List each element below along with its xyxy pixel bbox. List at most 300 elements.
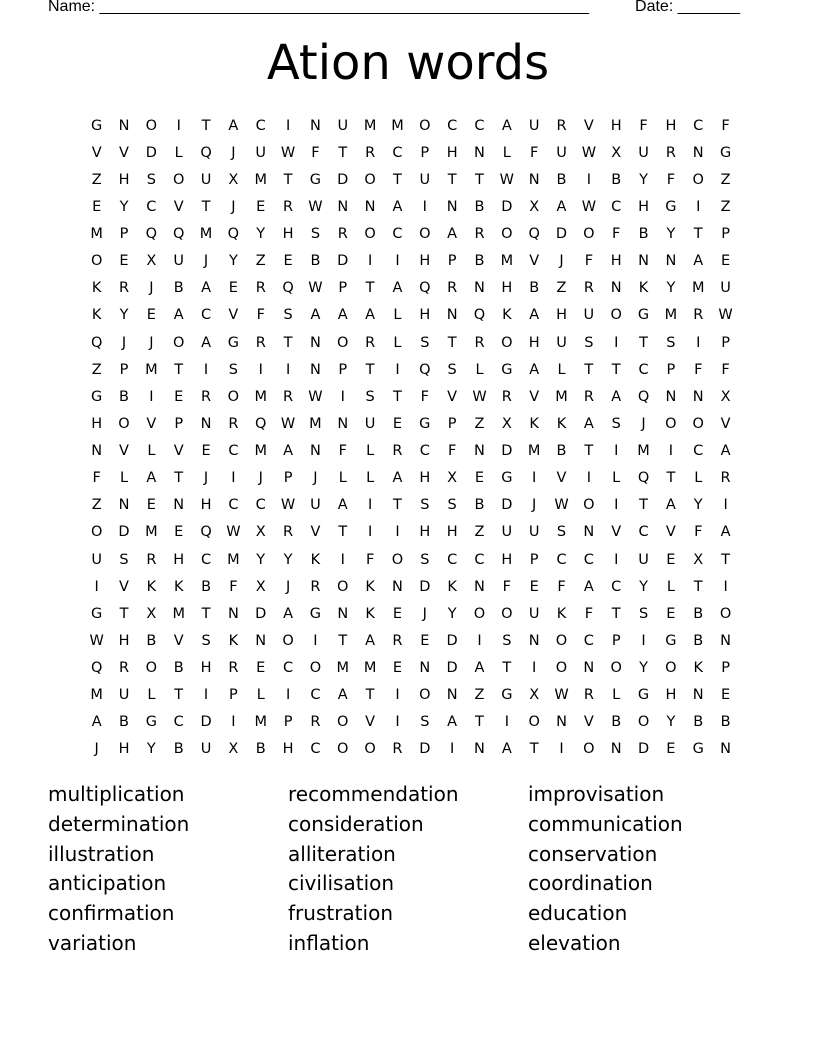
grid-letter: A [310, 307, 321, 324]
grid-letter: R [118, 280, 130, 297]
grid-letter: H [556, 307, 567, 324]
grid-letter: W [308, 198, 323, 215]
grid-letter: S [666, 334, 676, 351]
grid-letter: A [283, 443, 294, 460]
grid-letter: A [529, 361, 540, 378]
grid-letter: J [313, 470, 318, 487]
grid-letter: O [145, 660, 158, 677]
grid-letter: S [201, 632, 211, 649]
grid-letter: N [556, 714, 567, 731]
grid-letter: U [720, 280, 731, 297]
grid-letter: V [310, 524, 321, 541]
grid-letter: F [365, 551, 375, 568]
grid-letter: N [610, 741, 622, 758]
grid-letter: W [308, 388, 323, 405]
grid-letter: F [639, 117, 648, 134]
grid-letter: L [147, 443, 156, 460]
grid-letter: Y [119, 307, 129, 324]
grid-letter: T [584, 361, 594, 378]
grid-letter: D [501, 443, 513, 460]
grid-letter: R [228, 660, 239, 677]
grid-letter: N [309, 443, 321, 460]
grid-letter: I [340, 388, 345, 405]
word-list-item: inflation [288, 930, 370, 955]
grid-letter: T [338, 524, 348, 541]
grid-letter: N [446, 687, 458, 704]
grid-letter: U [638, 551, 649, 568]
grid-letter: Y [639, 660, 648, 677]
grid-letter: E [146, 497, 156, 514]
grid-letter: E [174, 388, 184, 405]
grid-letter: P [447, 253, 457, 270]
grid-letter: T [475, 714, 484, 731]
grid-letter: X [146, 605, 157, 622]
grid-letter: G [227, 334, 240, 351]
grid-letter: I [176, 117, 181, 134]
grid-letter: D [337, 253, 349, 270]
grid-letter: O [528, 714, 540, 731]
word-list-item: illustration [48, 841, 155, 866]
grid-letter: Y [256, 226, 266, 243]
grid-letter: H [282, 226, 294, 243]
grid-letter: O [719, 605, 732, 622]
grid-letter: C [638, 361, 649, 378]
grid-letter: K [310, 551, 321, 568]
grid-letter: V [228, 307, 239, 324]
grid-letter: Z [556, 280, 567, 297]
grid-letter: S [310, 226, 321, 243]
grid-letter: C [310, 687, 321, 704]
grid-letter: Z [474, 687, 485, 704]
grid-letter: L [338, 470, 347, 487]
grid-letter: U [419, 171, 431, 188]
grid-letter: T [693, 226, 703, 243]
grid-letter: N [474, 443, 485, 460]
grid-letter: T [502, 660, 512, 677]
grid-letter: N [309, 361, 321, 378]
grid-letter: C [638, 524, 649, 541]
grid-letter: N [692, 388, 704, 405]
grid-letter: Y [447, 605, 457, 622]
grid-letter: T [721, 551, 730, 568]
grid-letter: N [337, 415, 349, 432]
grid-letter: A [201, 280, 211, 297]
grid-letter: L [666, 578, 675, 595]
grid-letter: O [309, 660, 322, 677]
grid-letter: U [310, 497, 321, 514]
grid-letter: H [665, 687, 677, 704]
grid-letter: Q [637, 388, 650, 405]
grid-letter: E [174, 524, 184, 541]
grid-letter: J [94, 741, 99, 758]
grid-letter: O [145, 117, 158, 134]
grid-letter: E [666, 741, 676, 758]
grid-letter: B [638, 226, 649, 243]
grid-letter: V [447, 388, 458, 405]
grid-letter: L [174, 144, 183, 161]
grid-letter: E [720, 687, 731, 704]
grid-letter: C [228, 497, 239, 514]
grid-letter: N [446, 307, 458, 324]
grid-letter: O [637, 714, 650, 731]
grid-letter: V [529, 388, 540, 405]
grid-letter: O [337, 578, 349, 595]
grid-letter: T [447, 334, 457, 351]
grid-letter: N [583, 524, 595, 541]
grid-letter: O [555, 660, 568, 677]
grid-letter: I [696, 198, 701, 215]
grid-letter: N [528, 171, 540, 188]
grid-letter: I [395, 253, 400, 270]
grid-letter: I [258, 361, 263, 378]
grid-letter: X [693, 551, 704, 568]
grid-letter: N [474, 144, 485, 161]
grid-letter: R [283, 388, 294, 405]
grid-letter: G [719, 144, 732, 161]
grid-letter: L [119, 470, 129, 487]
grid-letter: V [173, 632, 184, 649]
grid-letter: I [614, 334, 619, 351]
grid-letter: T [174, 361, 184, 378]
grid-letter: U [364, 415, 376, 432]
grid-letter: B [611, 714, 622, 731]
grid-letter: W [226, 524, 241, 541]
grid-letter: W [581, 198, 597, 215]
grid-letter: B [119, 714, 129, 731]
grid-letter: A [91, 714, 102, 731]
date-field-label: Date: _______ [635, 0, 740, 15]
grid-letter: A [173, 307, 184, 324]
grid-letter: M [527, 443, 541, 460]
grid-letter: S [420, 334, 430, 351]
grid-letter: T [393, 388, 402, 405]
grid-letter: L [147, 687, 156, 704]
grid-letter: T [447, 171, 457, 188]
grid-letter: Y [119, 198, 129, 215]
grid-letter: P [611, 632, 621, 649]
grid-letter: Z [255, 253, 266, 270]
grid-letter: T [365, 361, 375, 378]
grid-letter: G [665, 632, 677, 649]
grid-letter: T [365, 280, 375, 297]
grid-letter: O [227, 388, 240, 405]
grid-letter: B [693, 605, 704, 622]
grid-letter: U [528, 117, 540, 134]
grid-letter: I [559, 741, 564, 758]
grid-letter: E [201, 443, 211, 460]
grid-letter: U [501, 524, 513, 541]
grid-letter: O [692, 171, 704, 188]
grid-letter: A [720, 443, 731, 460]
grid-letter: Y [639, 578, 648, 595]
grid-letter: R [556, 117, 567, 134]
grid-letter: B [474, 253, 485, 270]
grid-letter: N [638, 253, 649, 270]
grid-letter: E [666, 605, 676, 622]
grid-letter: L [557, 361, 566, 378]
grid-letter: U [91, 551, 102, 568]
grid-letter: D [255, 605, 267, 622]
grid-letter: M [90, 687, 103, 704]
grid-letter: A [337, 497, 348, 514]
grid-letter: O [583, 741, 595, 758]
grid-letter: V [556, 470, 567, 487]
grid-letter: K [693, 660, 703, 677]
grid-letter: I [231, 714, 236, 731]
grid-letter: Q [255, 415, 267, 432]
grid-letter: G [309, 171, 322, 188]
grid-letter: K [502, 307, 512, 324]
word-list-item: recommendation [288, 782, 459, 806]
grid-letter: S [228, 361, 238, 378]
grid-letter: F [92, 470, 101, 487]
grid-letter: O [555, 632, 568, 649]
grid-letter: O [419, 226, 431, 243]
grid-letter: M [199, 226, 213, 243]
grid-letter: B [720, 714, 731, 731]
grid-letter: N [583, 660, 595, 677]
grid-letter: Y [146, 741, 156, 758]
grid-letter: O [473, 605, 486, 622]
grid-letter: S [611, 415, 621, 432]
grid-letter: U [528, 524, 540, 541]
word-list-item: conservation [528, 841, 658, 866]
grid-letter: R [228, 415, 239, 432]
grid-letter: X [529, 687, 540, 704]
grid-letter: C [255, 497, 266, 514]
grid-letter: H [173, 551, 185, 568]
grid-letter: R [583, 280, 594, 297]
grid-letter: W [554, 687, 569, 704]
grid-letter: Z [720, 171, 731, 188]
grid-letter: J [149, 280, 154, 297]
word-list-item: anticipation [48, 871, 167, 896]
grid-letter: I [285, 687, 291, 704]
grid-letter: I [367, 253, 373, 270]
grid-letter: Y [666, 226, 676, 243]
grid-letter: F [584, 605, 594, 622]
grid-letter: F [612, 226, 621, 243]
grid-letter: F [694, 361, 703, 378]
grid-letter: O [610, 660, 622, 677]
grid-letter: T [393, 497, 402, 514]
grid-letter: O [610, 307, 622, 324]
grid-letter: R [283, 524, 294, 541]
grid-letter: V [665, 524, 676, 541]
grid-letter: Y [693, 497, 703, 514]
grid-letter: U [556, 144, 567, 161]
grid-letter: G [91, 117, 103, 134]
grid-letter: F [447, 443, 457, 460]
word-list-item: coordination [528, 871, 653, 896]
grid-letter: S [638, 605, 649, 622]
grid-letter: I [340, 551, 345, 568]
grid-letter: N [91, 443, 103, 460]
grid-letter: U [583, 307, 595, 324]
grid-letter: H [200, 497, 212, 514]
grid-letter: R [118, 660, 130, 677]
grid-letter: J [231, 144, 236, 161]
grid-letter: K [365, 578, 375, 595]
grid-letter: C [583, 632, 594, 649]
grid-letter: T [201, 198, 211, 215]
grid-letter: S [283, 307, 293, 324]
grid-letter: G [91, 388, 103, 405]
grid-letter: I [504, 714, 509, 731]
grid-letter: C [392, 144, 403, 161]
grid-letter: J [121, 334, 127, 351]
grid-letter: D [419, 578, 431, 595]
grid-letter: A [201, 334, 211, 351]
grid-letter: R [447, 280, 458, 297]
grid-letter: P [721, 334, 730, 351]
grid-letter: L [366, 470, 375, 487]
grid-letter: J [149, 334, 154, 351]
grid-letter: R [665, 144, 676, 161]
grid-letter: L [694, 470, 703, 487]
grid-letter: P [447, 415, 457, 432]
grid-letter: M [172, 605, 185, 622]
grid-letter: R [255, 334, 266, 351]
grid-letter: J [532, 497, 537, 514]
grid-letter: E [146, 307, 156, 324]
grid-letter: O [583, 497, 595, 514]
grid-letter: T [475, 171, 484, 188]
grid-letter: F [530, 144, 539, 161]
grid-letter: R [501, 388, 512, 405]
grid-letter: D [501, 497, 513, 514]
header-line [48, 0, 740, 17]
grid-letter: V [173, 443, 184, 460]
grid-letter: R [392, 741, 403, 758]
grid-letter: H [665, 117, 677, 134]
grid-letter: N [610, 280, 622, 297]
grid-letter: W [472, 388, 487, 405]
grid-letter: Q [282, 280, 294, 297]
grid-letter: T [119, 605, 129, 622]
grid-letter: J [231, 198, 236, 215]
grid-letter: T [693, 578, 703, 595]
grid-letter: C [255, 117, 266, 134]
grid-letter: I [367, 497, 373, 514]
grid-letter: T [201, 605, 211, 622]
word-list-item: civilisation [288, 871, 395, 896]
grid-letter: S [420, 714, 430, 731]
grid-letter: I [614, 443, 619, 460]
grid-letter: I [586, 470, 591, 487]
grid-letter: A [474, 660, 485, 677]
grid-letter: D [337, 171, 349, 188]
grid-letter: A [501, 117, 512, 134]
grid-letter: A [529, 307, 540, 324]
grid-letter: N [337, 198, 349, 215]
grid-letter: S [584, 334, 594, 351]
grid-letter: J [258, 470, 263, 487]
grid-letter: B [693, 632, 704, 649]
grid-letter: H [118, 741, 130, 758]
grid-letter: H [200, 660, 212, 677]
grid-letter: J [203, 253, 209, 270]
grid-letter: V [146, 415, 157, 432]
grid-letter: Q [419, 361, 431, 378]
grid-letter: V [91, 144, 102, 161]
grid-letter: I [450, 741, 455, 758]
grid-letter: Z [91, 497, 102, 514]
grid-letter: B [611, 171, 622, 188]
grid-letter: X [146, 253, 157, 270]
grid-letter: C [200, 551, 212, 568]
grid-letter: C [447, 551, 458, 568]
grid-letter: G [692, 741, 704, 758]
grid-letter: N [364, 198, 376, 215]
grid-letter: F [338, 443, 347, 460]
grid-letter: N [309, 334, 321, 351]
grid-letter: A [365, 632, 376, 649]
grid-letter: A [665, 497, 676, 514]
grid-letter: F [502, 578, 511, 595]
grid-letter: O [118, 415, 130, 432]
word-list-item: communication [528, 811, 683, 836]
grid-letter: T [666, 470, 676, 487]
grid-letter: Y [666, 714, 676, 731]
grid-letter: S [556, 524, 567, 541]
grid-letter: G [665, 198, 677, 215]
grid-letter: B [173, 280, 184, 297]
grid-letter: E [283, 253, 293, 270]
grid-letter: P [119, 226, 129, 243]
grid-letter: G [145, 714, 157, 731]
grid-letter: Q [200, 524, 212, 541]
grid-letter: I [532, 660, 537, 677]
grid-letter: A [146, 470, 157, 487]
grid-letter: C [228, 443, 239, 460]
grid-letter: A [228, 117, 239, 134]
grid-letter: M [145, 524, 158, 541]
grid-letter: L [393, 307, 402, 324]
grid-letter: N [118, 497, 130, 514]
grid-letter: A [556, 198, 567, 215]
grid-letter: G [637, 307, 650, 324]
grid-letter: D [419, 741, 431, 758]
grid-letter: M [227, 551, 240, 568]
grid-letter: Q [637, 470, 650, 487]
grid-letter: X [228, 171, 239, 188]
word-list-item: determination [48, 811, 190, 836]
grid-letter: R [693, 307, 704, 324]
grid-letter: X [501, 415, 512, 432]
grid-letter: C [693, 117, 704, 134]
grid-letter: O [364, 226, 376, 243]
grid-letter: N [200, 415, 212, 432]
grid-letter: W [280, 144, 296, 161]
grid-letter: M [363, 660, 377, 677]
grid-letter: A [447, 226, 458, 243]
grid-letter: R [583, 388, 594, 405]
grid-letter: A [337, 687, 348, 704]
grid-letter: E [392, 660, 403, 677]
grid-letter: V [720, 415, 731, 432]
grid-letter: E [256, 660, 266, 677]
grid-letter: J [422, 605, 427, 622]
grid-letter: S [146, 171, 156, 188]
grid-letter: W [581, 144, 597, 161]
grid-letter: H [419, 524, 431, 541]
grid-letter: I [532, 470, 537, 487]
grid-letter: G [501, 470, 513, 487]
grid-letter: L [612, 687, 621, 704]
grid-letter: B [474, 497, 485, 514]
grid-letter: T [283, 334, 293, 351]
